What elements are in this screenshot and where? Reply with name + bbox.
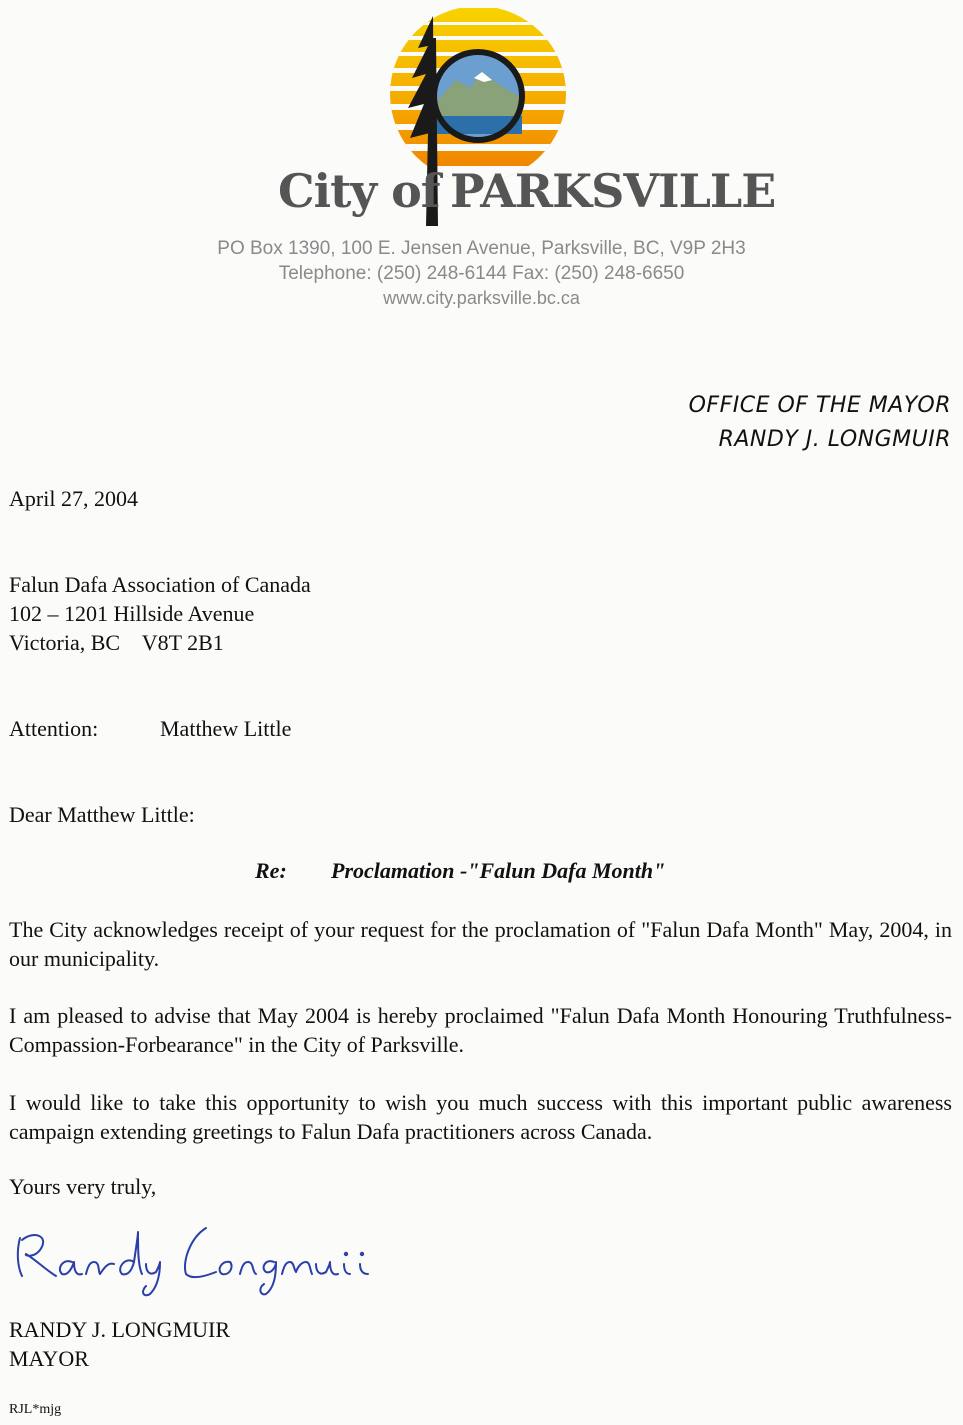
letter-date: April 27, 2004 [9, 486, 138, 511]
city-name-label: PARKSVILLE [450, 164, 776, 218]
handwritten-signature [10, 1218, 390, 1298]
recipient-street: 102 – 1201 Hillside Avenue [9, 601, 255, 626]
website-line: www.city.parksville.bc.ca [383, 288, 580, 308]
phone-fax-line: Telephone: (250) 248-6144 Fax: (250) 248-6650 [278, 263, 685, 284]
recipient-city: Victoria, BC V8T 2B1 [9, 630, 224, 655]
body-paragraph-3: I would like to take this opportunity to wish you much success with this important public awareness campaign extending greetings to Falun Dafa practitioners across Canada. [9, 1090, 952, 1144]
body-paragraph-2: I am pleased to advise that May 2004 is hereby proclaimed "Falun Dafa Month Honouring Truthfulness-Compassion-Forbearance" in the City of Parksville. [9, 1003, 952, 1057]
city-of-label: City of [278, 164, 440, 218]
signer-title: MAYOR [9, 1346, 89, 1371]
body-paragraph-1: The City acknowledges receipt of your request for the proclamation of "Falun Dafa Month" May, 2004, in our municipality. [9, 917, 952, 971]
typist-initials: RJL*mjg [9, 1402, 62, 1417]
closing: Yours very truly, [9, 1174, 157, 1199]
re-label: Re: [255, 858, 287, 883]
mayor-name-header: RANDY J. LONGMUIR [718, 427, 951, 452]
office-title: OFFICE OF THE MAYOR [688, 393, 951, 418]
attention-label: Attention: [9, 716, 99, 741]
re-subject: Proclamation -"Falun Dafa Month" [331, 858, 666, 883]
attention-name: Matthew Little [160, 716, 292, 741]
address-line: PO Box 1390, 100 E. Jensen Avenue, Parksville, BC, V9P 2H3 [217, 238, 746, 259]
salutation: Dear Matthew Little: [9, 802, 195, 827]
recipient-org: Falun Dafa Association of Canada [9, 572, 311, 597]
signer-name: RANDY J. LONGMUIR [9, 1317, 231, 1342]
